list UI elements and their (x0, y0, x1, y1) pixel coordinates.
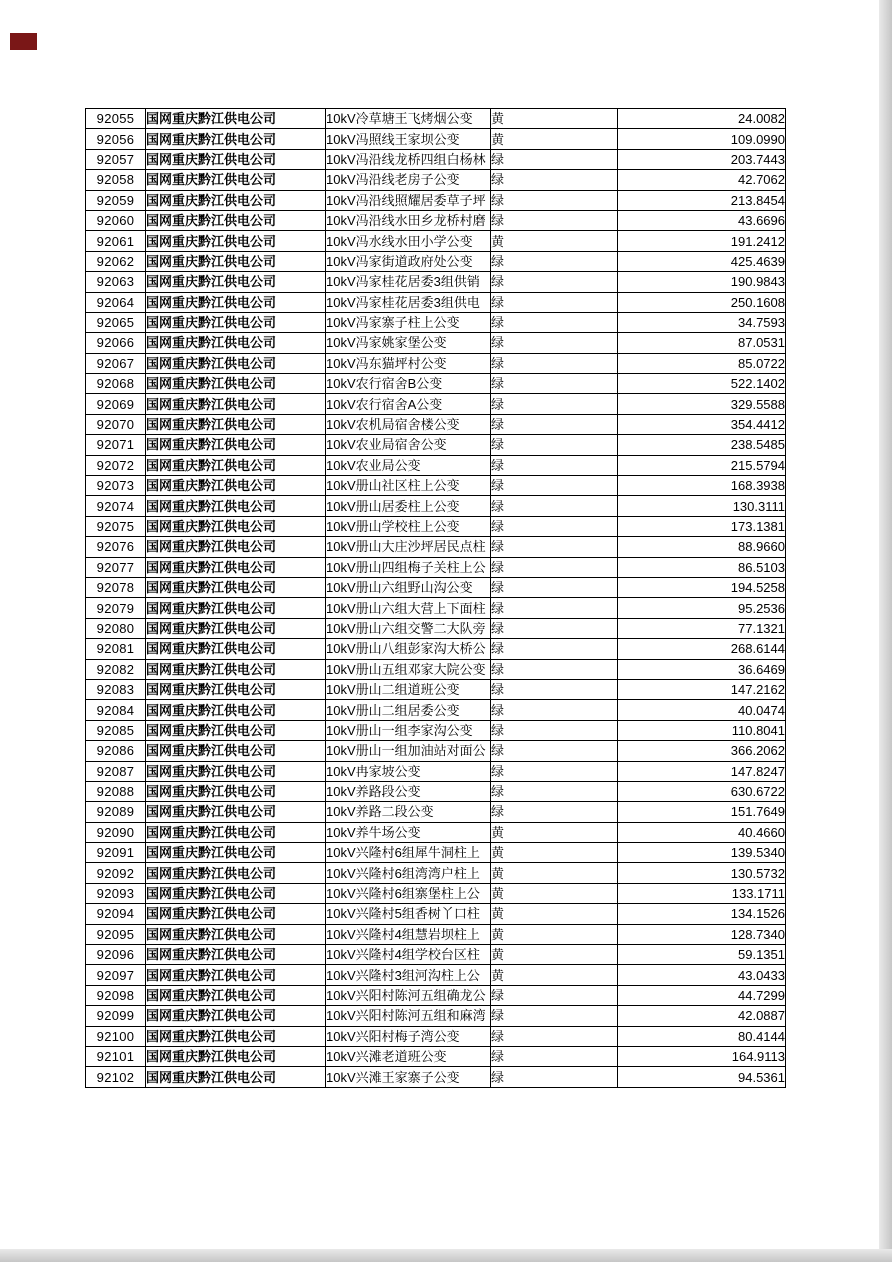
cell-id: 92098 (86, 985, 146, 1005)
cell-status: 绿 (491, 312, 618, 332)
cell-value: 43.0433 (618, 965, 786, 985)
cell-transformer-name: 10kV册山八组彭家沟大桥公 (326, 639, 491, 659)
cell-transformer-name: 10kV兴隆村4组慧岩坝柱上 (326, 924, 491, 944)
cell-value: 133.1711 (618, 883, 786, 903)
cell-value: 85.0722 (618, 353, 786, 373)
cell-transformer-name: 10kV册山社区柱上公变 (326, 476, 491, 496)
cell-id: 92093 (86, 883, 146, 903)
cell-transformer-name: 10kV冯照线王家坝公变 (326, 129, 491, 149)
table-row (86, 639, 786, 659)
cell-company: 国网重庆黔江供电公司 (146, 700, 326, 720)
cell-company: 国网重庆黔江供电公司 (146, 537, 326, 557)
cell-status: 绿 (491, 251, 618, 271)
cell-id: 92099 (86, 1006, 146, 1026)
table-row (86, 598, 786, 618)
table-row (86, 170, 786, 190)
cell-id: 92081 (86, 639, 146, 659)
cell-value: 40.0474 (618, 700, 786, 720)
table-row (86, 476, 786, 496)
cell-value: 87.0531 (618, 333, 786, 353)
cell-value: 86.5103 (618, 557, 786, 577)
table-row (86, 1026, 786, 1046)
cell-status: 绿 (491, 333, 618, 353)
cell-transformer-name: 10kV兴阳村陈河五组和麻湾 (326, 1006, 491, 1026)
cell-value: 425.4639 (618, 251, 786, 271)
cell-status: 绿 (491, 639, 618, 659)
cell-transformer-name: 10kV养路二段公变 (326, 802, 491, 822)
cell-transformer-name: 10kV册山一组李家沟公变 (326, 720, 491, 740)
cell-company: 国网重庆黔江供电公司 (146, 802, 326, 822)
cell-status: 绿 (491, 455, 618, 475)
cell-value: 354.4412 (618, 414, 786, 434)
cell-status: 绿 (491, 761, 618, 781)
cell-company: 国网重庆黔江供电公司 (146, 129, 326, 149)
cell-value: 168.3938 (618, 476, 786, 496)
cell-status: 黄 (491, 945, 618, 965)
cell-status: 绿 (491, 802, 618, 822)
page-edge-bottom (0, 1249, 892, 1262)
cell-company: 国网重庆黔江供电公司 (146, 190, 326, 210)
table-row (86, 1006, 786, 1026)
cell-status: 绿 (491, 1046, 618, 1066)
cell-transformer-name: 10kV农机局宿舍楼公变 (326, 414, 491, 434)
cell-status: 黄 (491, 231, 618, 251)
cell-id: 92057 (86, 149, 146, 169)
cell-company: 国网重庆黔江供电公司 (146, 904, 326, 924)
cell-id: 92086 (86, 741, 146, 761)
cell-status: 绿 (491, 394, 618, 414)
cell-status: 黄 (491, 843, 618, 863)
cell-id: 92089 (86, 802, 146, 822)
cell-company: 国网重庆黔江供电公司 (146, 476, 326, 496)
cell-transformer-name: 10kV农业局宿舍公变 (326, 435, 491, 455)
cell-company: 国网重庆黔江供电公司 (146, 292, 326, 312)
cell-id: 92075 (86, 516, 146, 536)
cell-transformer-name: 10kV农行宿舍B公变 (326, 374, 491, 394)
cell-id: 92069 (86, 394, 146, 414)
cell-status: 绿 (491, 1006, 618, 1026)
cell-status: 黄 (491, 822, 618, 842)
cell-value: 147.8247 (618, 761, 786, 781)
table-row (86, 292, 786, 312)
cell-value: 268.6144 (618, 639, 786, 659)
table-row (86, 516, 786, 536)
cell-id: 92072 (86, 455, 146, 475)
cell-transformer-name: 10kV兴阳村梅子湾公变 (326, 1026, 491, 1046)
cell-company: 国网重庆黔江供电公司 (146, 109, 326, 129)
cell-value: 88.9660 (618, 537, 786, 557)
cell-value: 151.7649 (618, 802, 786, 822)
cell-status: 黄 (491, 883, 618, 903)
table-row (86, 1067, 786, 1087)
cell-company: 国网重庆黔江供电公司 (146, 374, 326, 394)
cell-value: 42.0887 (618, 1006, 786, 1026)
cell-value: 130.3111 (618, 496, 786, 516)
cell-id: 92066 (86, 333, 146, 353)
cell-id: 92068 (86, 374, 146, 394)
cell-transformer-name: 10kV兴阳村陈河五组确龙公 (326, 985, 491, 1005)
cell-transformer-name: 10kV册山二组道班公变 (326, 679, 491, 699)
cell-status: 绿 (491, 618, 618, 638)
cell-value: 250.1608 (618, 292, 786, 312)
cell-value: 34.7593 (618, 312, 786, 332)
cell-company: 国网重庆黔江供电公司 (146, 679, 326, 699)
cell-value: 130.5732 (618, 863, 786, 883)
cell-transformer-name: 10kV册山六组交警二大队旁 (326, 618, 491, 638)
cell-company: 国网重庆黔江供电公司 (146, 272, 326, 292)
cell-value: 203.7443 (618, 149, 786, 169)
cell-status: 绿 (491, 598, 618, 618)
cell-id: 92077 (86, 557, 146, 577)
cell-company: 国网重庆黔江供电公司 (146, 883, 326, 903)
cell-value: 94.5361 (618, 1067, 786, 1087)
table-row (86, 700, 786, 720)
cell-transformer-name: 10kV册山六组大营上下面柱 (326, 598, 491, 618)
cell-company: 国网重庆黔江供电公司 (146, 210, 326, 230)
cell-transformer-name: 10kV册山大庄沙坪居民点柱 (326, 537, 491, 557)
red-marker (10, 33, 37, 50)
cell-value: 134.1526 (618, 904, 786, 924)
cell-status: 绿 (491, 720, 618, 740)
cell-transformer-name: 10kV兴隆村6组湾湾户柱上 (326, 863, 491, 883)
cell-transformer-name: 10kV养路段公变 (326, 781, 491, 801)
cell-id: 92100 (86, 1026, 146, 1046)
table-row (86, 455, 786, 475)
cell-company: 国网重庆黔江供电公司 (146, 965, 326, 985)
cell-company: 国网重庆黔江供电公司 (146, 496, 326, 516)
table-row (86, 251, 786, 271)
cell-company: 国网重庆黔江供电公司 (146, 577, 326, 597)
cell-value: 36.6469 (618, 659, 786, 679)
cell-status: 绿 (491, 516, 618, 536)
cell-status: 绿 (491, 577, 618, 597)
cell-status: 黄 (491, 863, 618, 883)
cell-value: 147.2162 (618, 679, 786, 699)
table-row (86, 374, 786, 394)
cell-value: 80.4144 (618, 1026, 786, 1046)
cell-id: 92095 (86, 924, 146, 944)
table-row (86, 1046, 786, 1066)
cell-transformer-name: 10kV册山二组居委公变 (326, 700, 491, 720)
cell-company: 国网重庆黔江供电公司 (146, 231, 326, 251)
cell-value: 40.4660 (618, 822, 786, 842)
table-row (86, 741, 786, 761)
cell-company: 国网重庆黔江供电公司 (146, 1046, 326, 1066)
cell-value: 191.2412 (618, 231, 786, 251)
cell-transformer-name: 10kV冯沿线老房子公变 (326, 170, 491, 190)
cell-status: 绿 (491, 700, 618, 720)
cell-status: 绿 (491, 781, 618, 801)
cell-company: 国网重庆黔江供电公司 (146, 455, 326, 475)
cell-transformer-name: 10kV冯家寨子柱上公变 (326, 312, 491, 332)
cell-id: 92090 (86, 822, 146, 842)
cell-transformer-name: 10kV养牛场公变 (326, 822, 491, 842)
cell-status: 黄 (491, 904, 618, 924)
table-row (86, 394, 786, 414)
table-row (86, 435, 786, 455)
cell-id: 92094 (86, 904, 146, 924)
cell-status: 绿 (491, 190, 618, 210)
cell-company: 国网重庆黔江供电公司 (146, 1006, 326, 1026)
cell-id: 92088 (86, 781, 146, 801)
cell-status: 绿 (491, 272, 618, 292)
cell-id: 92059 (86, 190, 146, 210)
cell-status: 绿 (491, 985, 618, 1005)
cell-company: 国网重庆黔江供电公司 (146, 1026, 326, 1046)
cell-company: 国网重庆黔江供电公司 (146, 843, 326, 863)
cell-value: 128.7340 (618, 924, 786, 944)
cell-company: 国网重庆黔江供电公司 (146, 659, 326, 679)
cell-transformer-name: 10kV冯水线水田小学公变 (326, 231, 491, 251)
cell-company: 国网重庆黔江供电公司 (146, 761, 326, 781)
table-row (86, 210, 786, 230)
cell-company: 国网重庆黔江供电公司 (146, 1067, 326, 1087)
cell-company: 国网重庆黔江供电公司 (146, 333, 326, 353)
cell-value: 329.5588 (618, 394, 786, 414)
table-row (86, 496, 786, 516)
table-row (86, 231, 786, 251)
cell-id: 92060 (86, 210, 146, 230)
cell-value: 522.1402 (618, 374, 786, 394)
table-row (86, 904, 786, 924)
cell-id: 92074 (86, 496, 146, 516)
cell-transformer-name: 10kV冯家街道政府处公变 (326, 251, 491, 271)
cell-value: 95.2536 (618, 598, 786, 618)
cell-company: 国网重庆黔江供电公司 (146, 618, 326, 638)
cell-id: 92087 (86, 761, 146, 781)
table-row (86, 414, 786, 434)
table-row (86, 333, 786, 353)
table-row (86, 822, 786, 842)
table-row (86, 761, 786, 781)
cell-status: 绿 (491, 292, 618, 312)
table-row (86, 190, 786, 210)
cell-value: 190.9843 (618, 272, 786, 292)
cell-transformer-name: 10kV兴滩老道班公变 (326, 1046, 491, 1066)
cell-value: 194.5258 (618, 577, 786, 597)
table-row (86, 843, 786, 863)
cell-status: 绿 (491, 557, 618, 577)
cell-id: 92063 (86, 272, 146, 292)
cell-status: 绿 (491, 353, 618, 373)
cell-company: 国网重庆黔江供电公司 (146, 598, 326, 618)
cell-value: 238.5485 (618, 435, 786, 455)
cell-status: 黄 (491, 109, 618, 129)
cell-transformer-name: 10kV册山四组梅子关柱上公 (326, 557, 491, 577)
table-row (86, 577, 786, 597)
cell-company: 国网重庆黔江供电公司 (146, 170, 326, 190)
cell-company: 国网重庆黔江供电公司 (146, 394, 326, 414)
cell-transformer-name: 10kV农行宿舍A公变 (326, 394, 491, 414)
cell-id: 92056 (86, 129, 146, 149)
table-row (86, 353, 786, 373)
cell-transformer-name: 10kV冯家桂花居委3组供销 (326, 272, 491, 292)
cell-value: 43.6696 (618, 210, 786, 230)
cell-transformer-name: 10kV冯东猫坪村公变 (326, 353, 491, 373)
cell-transformer-name: 10kV兴隆村5组香树丫口柱 (326, 904, 491, 924)
cell-id: 92101 (86, 1046, 146, 1066)
cell-id: 92058 (86, 170, 146, 190)
cell-transformer-name: 10kV兴滩王家寨子公变 (326, 1067, 491, 1087)
table-row (86, 149, 786, 169)
table-row (86, 312, 786, 332)
cell-transformer-name: 10kV兴隆村6组寨堡柱上公 (326, 883, 491, 903)
cell-company: 国网重庆黔江供电公司 (146, 414, 326, 434)
power-data-table (85, 108, 786, 1088)
cell-id: 92083 (86, 679, 146, 699)
cell-company: 国网重庆黔江供电公司 (146, 516, 326, 536)
cell-id: 92078 (86, 577, 146, 597)
cell-status: 绿 (491, 1026, 618, 1046)
cell-id: 92062 (86, 251, 146, 271)
cell-status: 绿 (491, 435, 618, 455)
cell-id: 92084 (86, 700, 146, 720)
cell-value: 77.1321 (618, 618, 786, 638)
cell-company: 国网重庆黔江供电公司 (146, 720, 326, 740)
cell-transformer-name: 10kV册山学校柱上公变 (326, 516, 491, 536)
cell-value: 110.8041 (618, 720, 786, 740)
cell-status: 绿 (491, 679, 618, 699)
table-row (86, 659, 786, 679)
table-row (86, 129, 786, 149)
cell-company: 国网重庆黔江供电公司 (146, 639, 326, 659)
cell-id: 92082 (86, 659, 146, 679)
cell-status: 黄 (491, 129, 618, 149)
cell-id: 92071 (86, 435, 146, 455)
cell-transformer-name: 10kV冉家坡公变 (326, 761, 491, 781)
table-row (86, 781, 786, 801)
cell-id: 92067 (86, 353, 146, 373)
cell-id: 92055 (86, 109, 146, 129)
cell-transformer-name: 10kV冯沿线龙桥四组白杨林 (326, 149, 491, 169)
cell-company: 国网重庆黔江供电公司 (146, 149, 326, 169)
table-body (86, 109, 786, 1088)
cell-transformer-name: 10kV册山一组加油站对面公 (326, 741, 491, 761)
cell-value: 109.0990 (618, 129, 786, 149)
cell-value: 215.5794 (618, 455, 786, 475)
cell-company: 国网重庆黔江供电公司 (146, 985, 326, 1005)
cell-status: 绿 (491, 659, 618, 679)
cell-status: 黄 (491, 965, 618, 985)
table-row (86, 537, 786, 557)
table-row (86, 945, 786, 965)
cell-company: 国网重庆黔江供电公司 (146, 945, 326, 965)
cell-status: 绿 (491, 414, 618, 434)
cell-status: 绿 (491, 741, 618, 761)
cell-id: 92102 (86, 1067, 146, 1087)
cell-transformer-name: 10kV农业局公变 (326, 455, 491, 475)
page-edge-right (879, 0, 892, 1262)
cell-id: 92079 (86, 598, 146, 618)
cell-transformer-name: 10kV册山六组野山沟公变 (326, 577, 491, 597)
cell-id: 92096 (86, 945, 146, 965)
cell-transformer-name: 10kV兴隆村4组学校台区柱 (326, 945, 491, 965)
cell-status: 绿 (491, 374, 618, 394)
cell-transformer-name: 10kV册山五组邓家大院公变 (326, 659, 491, 679)
cell-id: 92065 (86, 312, 146, 332)
cell-transformer-name: 10kV兴隆村6组犀牛洞柱上 (326, 843, 491, 863)
cell-status: 绿 (491, 476, 618, 496)
cell-id: 92064 (86, 292, 146, 312)
cell-transformer-name: 10kV册山居委柱上公变 (326, 496, 491, 516)
cell-transformer-name: 10kV冯家桂花居委3组供电 (326, 292, 491, 312)
table-row (86, 272, 786, 292)
cell-value: 24.0082 (618, 109, 786, 129)
cell-value: 164.9113 (618, 1046, 786, 1066)
cell-id: 92085 (86, 720, 146, 740)
cell-company: 国网重庆黔江供电公司 (146, 741, 326, 761)
table-row (86, 985, 786, 1005)
cell-company: 国网重庆黔江供电公司 (146, 924, 326, 944)
cell-transformer-name: 10kV冷草塘王飞烤烟公变 (326, 109, 491, 129)
cell-company: 国网重庆黔江供电公司 (146, 251, 326, 271)
cell-id: 92070 (86, 414, 146, 434)
cell-status: 绿 (491, 210, 618, 230)
table-row (86, 618, 786, 638)
cell-id: 92076 (86, 537, 146, 557)
cell-company: 国网重庆黔江供电公司 (146, 863, 326, 883)
cell-id: 92091 (86, 843, 146, 863)
table-row (86, 883, 786, 903)
table-row (86, 109, 786, 129)
cell-id: 92097 (86, 965, 146, 985)
cell-transformer-name: 10kV冯沿线照耀居委草子坪 (326, 190, 491, 210)
table-row (86, 965, 786, 985)
cell-value: 630.6722 (618, 781, 786, 801)
cell-company: 国网重庆黔江供电公司 (146, 557, 326, 577)
cell-status: 绿 (491, 170, 618, 190)
cell-status: 绿 (491, 1067, 618, 1087)
cell-id: 92073 (86, 476, 146, 496)
cell-value: 42.7062 (618, 170, 786, 190)
cell-id: 92061 (86, 231, 146, 251)
cell-status: 绿 (491, 149, 618, 169)
cell-value: 59.1351 (618, 945, 786, 965)
cell-value: 44.7299 (618, 985, 786, 1005)
table-row (86, 679, 786, 699)
cell-id: 92092 (86, 863, 146, 883)
cell-transformer-name: 10kV冯沿线水田乡龙桥村磨 (326, 210, 491, 230)
cell-status: 黄 (491, 924, 618, 944)
cell-company: 国网重庆黔江供电公司 (146, 435, 326, 455)
cell-value: 173.1381 (618, 516, 786, 536)
cell-id: 92080 (86, 618, 146, 638)
cell-company: 国网重庆黔江供电公司 (146, 822, 326, 842)
cell-company: 国网重庆黔江供电公司 (146, 312, 326, 332)
table-row (86, 924, 786, 944)
cell-transformer-name: 10kV冯家姚家堡公变 (326, 333, 491, 353)
cell-company: 国网重庆黔江供电公司 (146, 781, 326, 801)
table-row (86, 557, 786, 577)
cell-company: 国网重庆黔江供电公司 (146, 353, 326, 373)
cell-status: 绿 (491, 496, 618, 516)
cell-value: 213.8454 (618, 190, 786, 210)
table-row (86, 720, 786, 740)
table-row (86, 802, 786, 822)
cell-status: 绿 (491, 537, 618, 557)
cell-transformer-name: 10kV兴隆村3组河沟柱上公 (326, 965, 491, 985)
cell-value: 366.2062 (618, 741, 786, 761)
cell-value: 139.5340 (618, 843, 786, 863)
table-row (86, 863, 786, 883)
